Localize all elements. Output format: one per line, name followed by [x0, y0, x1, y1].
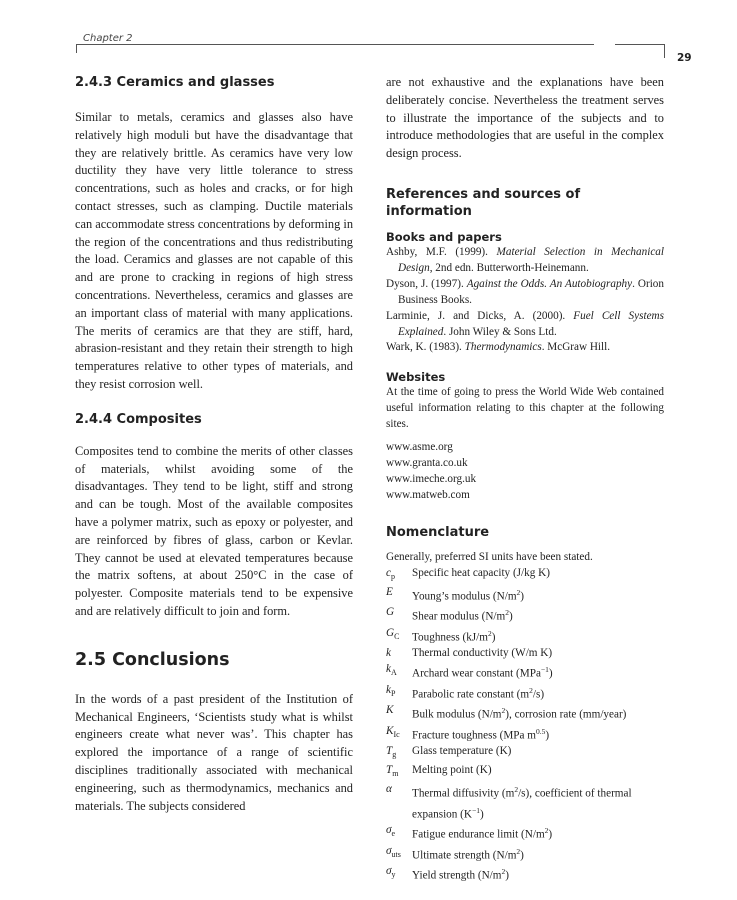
- nomenclature-row: [386, 626, 664, 647]
- nomenclature-symbol: $k_A$: [386, 663, 397, 678]
- nomenclature-symbol: G: [386, 606, 395, 619]
- websites-heading: Websites: [386, 370, 446, 385]
- nomenclature-description: Glass temperature (K): [412, 745, 512, 758]
- website-link[interactable]: www.asme.org: [386, 441, 453, 454]
- left-column: [75, 74, 353, 815]
- nomenclature-symbol: $K_{Ic}$: [386, 724, 400, 739]
- nomenclature-row: [386, 566, 664, 585]
- symbol-subscript: C: [394, 631, 400, 641]
- unit-superscript: 2: [514, 785, 519, 795]
- unit-superscript: 0.5: [535, 726, 546, 736]
- nomenclature-symbol: $\sigma_y$: [386, 865, 396, 880]
- nomenclature-description: Young’s modulus $(N/m^2)$: [412, 587, 525, 603]
- website-link[interactable]: www.matweb.com: [386, 488, 470, 501]
- right-column: [386, 74, 664, 885]
- symbol-subscript: uts: [391, 850, 401, 860]
- section-2-4-4-body: Composites tend to combine the merits of other classes of materials, whilst avoiding some of the disadvantages. They tend to be light, stiff and strong and can be tough. Most of the available composites have a polymer matrix, such as epoxy or polyester, and are reinforced by fibres of glass, carbon or Kevlar. They cannot be used at elevated temperatures because the matrix softens, at about 250°C in the case of polyester. Composite materials tend to be expensive and are relatively difficult to join and form.: [75, 443, 353, 618]
- nomenclature-row: [386, 782, 664, 823]
- websites-intro: At the time of going to press the World Wide Web contained useful information relating to this chapter at the following sites.: [386, 386, 664, 431]
- unit-superscript: −1: [540, 665, 549, 674]
- nomenclature-symbol: $\sigma_{uts}$: [386, 844, 401, 860]
- nomenclature-symbol: $k_P$: [386, 683, 396, 698]
- unit-superscript: 2: [529, 685, 533, 695]
- symbol-subscript: P: [390, 688, 396, 698]
- nomenclature-symbol: α: [386, 783, 392, 796]
- website-list: [386, 440, 664, 504]
- nomenclature-intro: Generally, preferred SI units have been stated.: [386, 550, 593, 563]
- nomenclature-description: Archard wear constant (MPa$^{-1}$): [412, 665, 553, 680]
- reference-list: [386, 245, 664, 356]
- nomenclature-symbol: K: [386, 704, 394, 717]
- nomenclature-symbol: k: [386, 647, 391, 660]
- references-heading: References and sources of information: [386, 186, 581, 219]
- nomenclature-row: [386, 724, 664, 745]
- website-link[interactable]: www.imeche.org.uk: [386, 472, 477, 485]
- nomenclature-row: [386, 585, 664, 606]
- header-tick-right: [664, 44, 665, 58]
- nomenclature-description: Specific heat capacity (J/kg K): [412, 566, 550, 579]
- nomenclature-description: Fatigue endurance limit $(N/m^2)$: [412, 826, 553, 841]
- section-2-4-3-heading: 2.4.3 Ceramics and glasses: [75, 75, 275, 90]
- symbol-subscript: g: [392, 750, 397, 760]
- nomenclature-heading: Nomenclature: [386, 524, 490, 540]
- nomenclature-row: [386, 683, 664, 704]
- header-tick-left: [76, 44, 77, 53]
- nomenclature-description: Fracture toughness (MPa $m^{0.5}$): [412, 726, 550, 742]
- section-2-5-body: In the words of a past president of the Institution of Mechanical Engineers, ‘Scientists study what is whilst engineers create what never was’. This chapter has explored the importance of a range of scientific disciplines traditionally associated with mechanical engineering, such as thermodynamics, mechanics and materials. The subjects considered: [75, 691, 353, 813]
- section-2-4-3-body: Similar to metals, ceramics and glasses also have relatively high moduli but have the disadvantage that they are relatively brittle. As ceramics have very low ductility they have very little tolerance to stress concentrations, such as holes and cracks, or for high contact stresses, such as clamping. Ductile materials can accommodate stress concentrations by deforming in the region of the concentrations and thus redistributing the load. Ceramics and glasses are not capable of this and are prone to cracking in regions of high stress concentrations. Nevertheless, ceramics and glasses are an important class of material with many applications. The merits of ceramics are that they are stiff, hard, abrasion-resistant and they retain their strength to high temperatures relative to other types of materials, and they resist corrosion well.: [75, 110, 354, 391]
- website-link[interactable]: www.granta.co.uk: [386, 456, 468, 469]
- nomenclature-symbol: $T_m$: [386, 764, 399, 779]
- nomenclature-row: [386, 823, 664, 844]
- unit-superscript: 2: [516, 587, 521, 597]
- symbol-subscript: y: [391, 870, 396, 880]
- unit-superscript: 2: [487, 628, 492, 638]
- nomenclature-description: Bulk modulus $(N/m^2)$, corrosion rate (mm/year): [412, 706, 627, 721]
- symbol-subscript: A: [390, 668, 397, 678]
- nomenclature-row: [386, 763, 664, 782]
- nomenclature-row: [386, 864, 664, 885]
- nomenclature-description: Toughness $(kJ/m^2)$: [412, 628, 496, 644]
- nomenclature-row: [386, 605, 664, 626]
- nomenclature-row: [386, 703, 664, 724]
- reference-item: Wark, K. (1983). Thermodynamics. McGraw Hill.: [386, 341, 611, 354]
- unit-superscript: 2: [544, 826, 549, 836]
- section-2-5-heading: 2.5 Conclusions: [75, 649, 230, 670]
- reference-item: Larminie, J. and Dicks, A. (2000). Fuel Cell Systems Explained. John Wiley & Sons Ltd.: [386, 309, 664, 338]
- unit-superscript: −1: [471, 805, 480, 815]
- unit-superscript: 2: [501, 867, 506, 877]
- nomenclature-description: Melting point (K): [412, 764, 492, 777]
- nomenclature-description: Thermal diffusivity $(m^2/s)$, coefficient of thermal expansion $(K^{-1})$: [412, 785, 632, 821]
- symbol-subscript: m: [392, 769, 399, 779]
- running-head: Chapter 2: [83, 33, 133, 44]
- conclusions-continuation: are not exhaustive and the explanations have been deliberately concise. Nevertheless the treatment serves to illustrate the importance of the subjects and to introduce methodologies that are useful in the complex design process.: [386, 75, 664, 161]
- page-number: 29: [677, 52, 692, 64]
- unit-superscript: 2: [516, 846, 521, 856]
- reference-item: Ashby, M.F. (1999). Material Selection in Mechanical Design, 2nd edn. Butterworth-Heinemann.: [386, 245, 664, 274]
- unit-superscript: 2: [501, 706, 506, 716]
- nomenclature-symbol: $c_p$: [386, 566, 395, 581]
- nomenclature-description: Parabolic rate constant $(m^2/s)$: [412, 685, 545, 701]
- nomenclature-row: [386, 744, 664, 763]
- nomenclature-description: Yield strength $(N/m^2)$: [412, 867, 509, 883]
- nomenclature-symbol: $G_C$: [386, 626, 400, 641]
- nomenclature-symbol: E: [386, 585, 393, 598]
- nomenclature-row: [386, 844, 664, 865]
- reference-item: Dyson, J. (1997). Against the Odds. An Autobiography. Orion Business Books.: [386, 277, 664, 306]
- nomenclature-row: [386, 662, 664, 683]
- nomenclature-description: Shear modulus $(N/m^2)$: [412, 608, 513, 623]
- symbol-subscript: e: [391, 829, 396, 839]
- symbol-subscript: p: [390, 571, 395, 581]
- unit-superscript: 2: [505, 608, 509, 618]
- section-2-4-4-heading: 2.4.4 Composites: [75, 411, 202, 427]
- header-rule-left: [76, 44, 594, 45]
- nomenclature-description: Thermal conductivity (W/m K): [412, 647, 553, 660]
- books-papers-heading: Books and papers: [386, 229, 502, 244]
- nomenclature-symbol: $T_g$: [386, 745, 397, 760]
- nomenclature-row: [386, 646, 664, 662]
- nomenclature-list: [386, 566, 664, 885]
- header-rule-right: [615, 44, 665, 45]
- nomenclature-description: Ultimate strength $(N/m^2)$: [412, 846, 524, 862]
- symbol-subscript: Ic: [393, 729, 400, 739]
- nomenclature-symbol: $\sigma_e$: [386, 824, 396, 839]
